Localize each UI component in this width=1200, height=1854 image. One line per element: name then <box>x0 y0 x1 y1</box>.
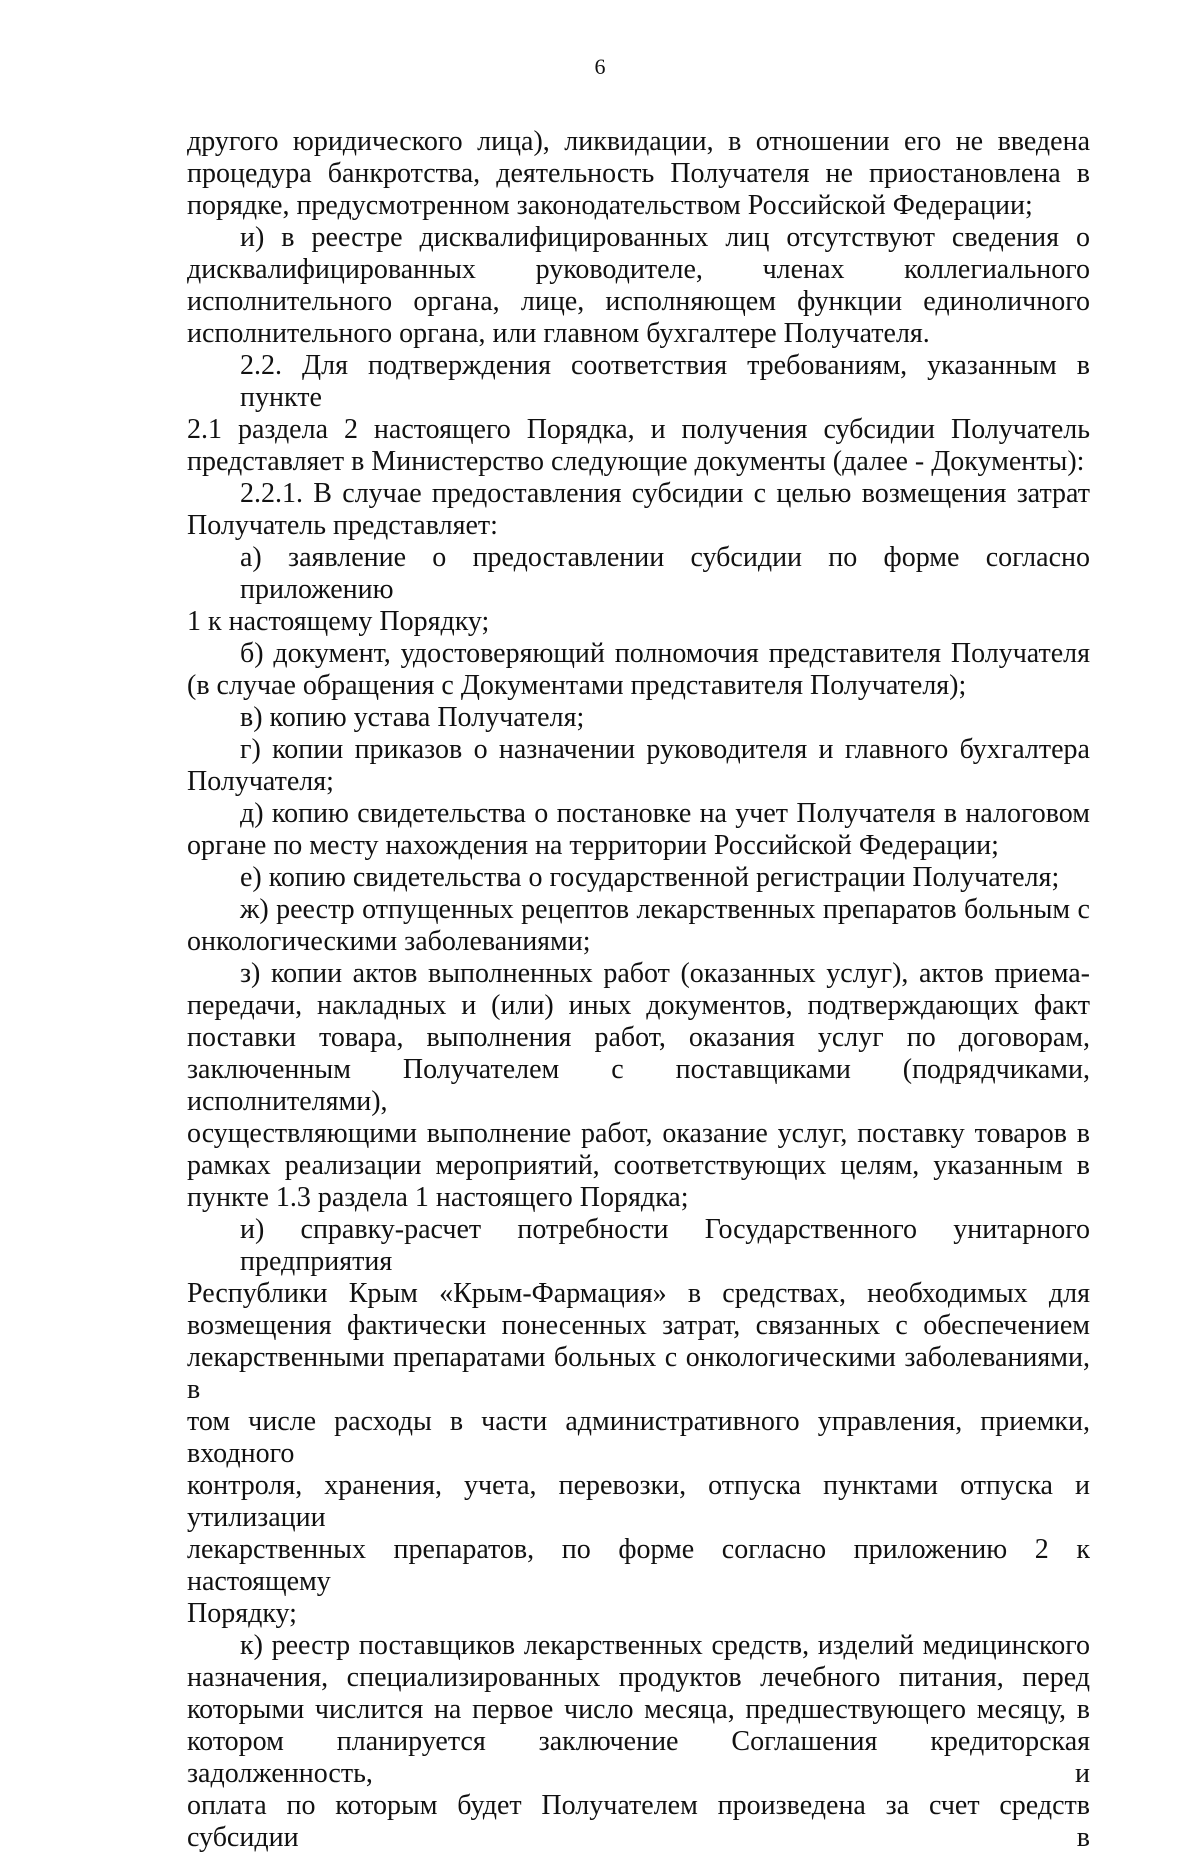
text-line: процедура банкротства, деятельность Получателя не приостановлена в <box>187 158 1090 189</box>
text-line: г) копии приказов о назначении руководителя и главного бухгалтера <box>240 734 1090 765</box>
document-body <box>187 126 1090 1854</box>
text-line: дисквалифицированных руководителе, членах коллегиального <box>187 254 1090 285</box>
text-line: другого юридического лица), ликвидации, в отношении его не введена <box>187 126 1090 157</box>
text-line: возмещения фактически понесенных затрат, связанных с обеспечением <box>187 1310 1090 1341</box>
text-line: 1 к настоящему Порядку; <box>187 606 490 637</box>
text-line: 2.2. Для подтверждения соответствия требованиям, указанным в пункте <box>240 350 1090 413</box>
text-line: а) заявление о предоставлении субсидии по форме согласно приложению <box>240 542 1090 605</box>
text-line: передачи, накладных и (или) иных документов, подтверждающих факт <box>187 990 1090 1021</box>
text-line: порядке, предусмотренном законодательством Российской Федерации; <box>187 190 1033 221</box>
text-line: Получатель представляет: <box>187 510 498 541</box>
text-line: осуществляющими выполнение работ, оказание услуг, поставку товаров в <box>187 1118 1090 1149</box>
text-line: и) справку-расчет потребности Государственного унитарного предприятия <box>240 1214 1090 1277</box>
text-line: Порядку; <box>187 1598 297 1629</box>
text-line: е) копию свидетельства о государственной регистрации Получателя; <box>240 862 1060 893</box>
text-line: исполнительного органа, лице, исполняющем функции единоличного <box>187 286 1090 317</box>
text-line: Республики Крым «Крым-Фармация» в средствах, необходимых для <box>187 1278 1090 1309</box>
text-line: представляет в Министерство следующие документы (далее - Документы): <box>187 446 1085 477</box>
text-line: 2.2.1. В случае предоставления субсидии с целью возмещения затрат <box>240 478 1090 509</box>
text-line: назначения, специализированных продуктов лечебного питания, перед <box>187 1662 1090 1693</box>
text-line: в) копию устава Получателя; <box>240 702 585 733</box>
text-line: оплата по которым будет Получателем произведена за счет средств субсидии в <box>187 1790 1090 1853</box>
text-line: которыми числится на первое число месяца, предшествующего месяцу, в <box>187 1694 1090 1725</box>
text-line: з) копии актов выполненных работ (оказанных услуг), актов приема- <box>240 958 1090 989</box>
text-line: лекарственными препаратами больных с онкологическими заболеваниями, в <box>187 1342 1090 1405</box>
text-line: рамках реализации мероприятий, соответствующих целям, указанным в <box>187 1150 1090 1181</box>
text-line: поставки товара, выполнения работ, оказания услуг по договорам, <box>187 1022 1090 1053</box>
page-number: 6 <box>594 54 606 79</box>
text-line: исполнительного органа, или главном бухгалтере Получателя. <box>187 318 930 349</box>
text-line: котором планируется заключение Соглашения кредиторская задолженность, и <box>187 1726 1090 1789</box>
text-line: пункте 1.3 раздела 1 настоящего Порядка; <box>187 1182 689 1213</box>
text-line: лекарственных препаратов, по форме согласно приложению 2 к настоящему <box>187 1534 1090 1597</box>
text-line: заключенным Получателем с поставщиками (подрядчиками, исполнителями), <box>187 1054 1090 1117</box>
text-line: к) реестр поставщиков лекарственных средств, изделий медицинского <box>240 1630 1090 1661</box>
text-line: Получателя; <box>187 766 334 797</box>
text-line: д) копию свидетельства о постановке на учет Получателя в налоговом <box>240 798 1090 829</box>
text-line: 2.1 раздела 2 настоящего Порядка, и получения субсидии Получатель <box>187 414 1090 445</box>
text-line: контроля, хранения, учета, перевозки, отпуска пунктами отпуска и утилизации <box>187 1470 1090 1533</box>
text-line: онкологическими заболеваниями; <box>187 926 591 957</box>
text-line: и) в реестре дисквалифицированных лиц отсутствуют сведения о <box>240 222 1090 253</box>
text-line: ж) реестр отпущенных рецептов лекарственных препаратов больным с <box>240 894 1090 925</box>
text-line: том числе расходы в части административного управления, приемки, входного <box>187 1406 1090 1469</box>
text-line: органе по месту нахождения на территории Российской Федерации; <box>187 830 999 861</box>
text-line: б) документ, удостоверяющий полномочия представителя Получателя <box>240 638 1090 669</box>
text-line: (в случае обращения с Документами представителя Получателя); <box>187 670 967 701</box>
